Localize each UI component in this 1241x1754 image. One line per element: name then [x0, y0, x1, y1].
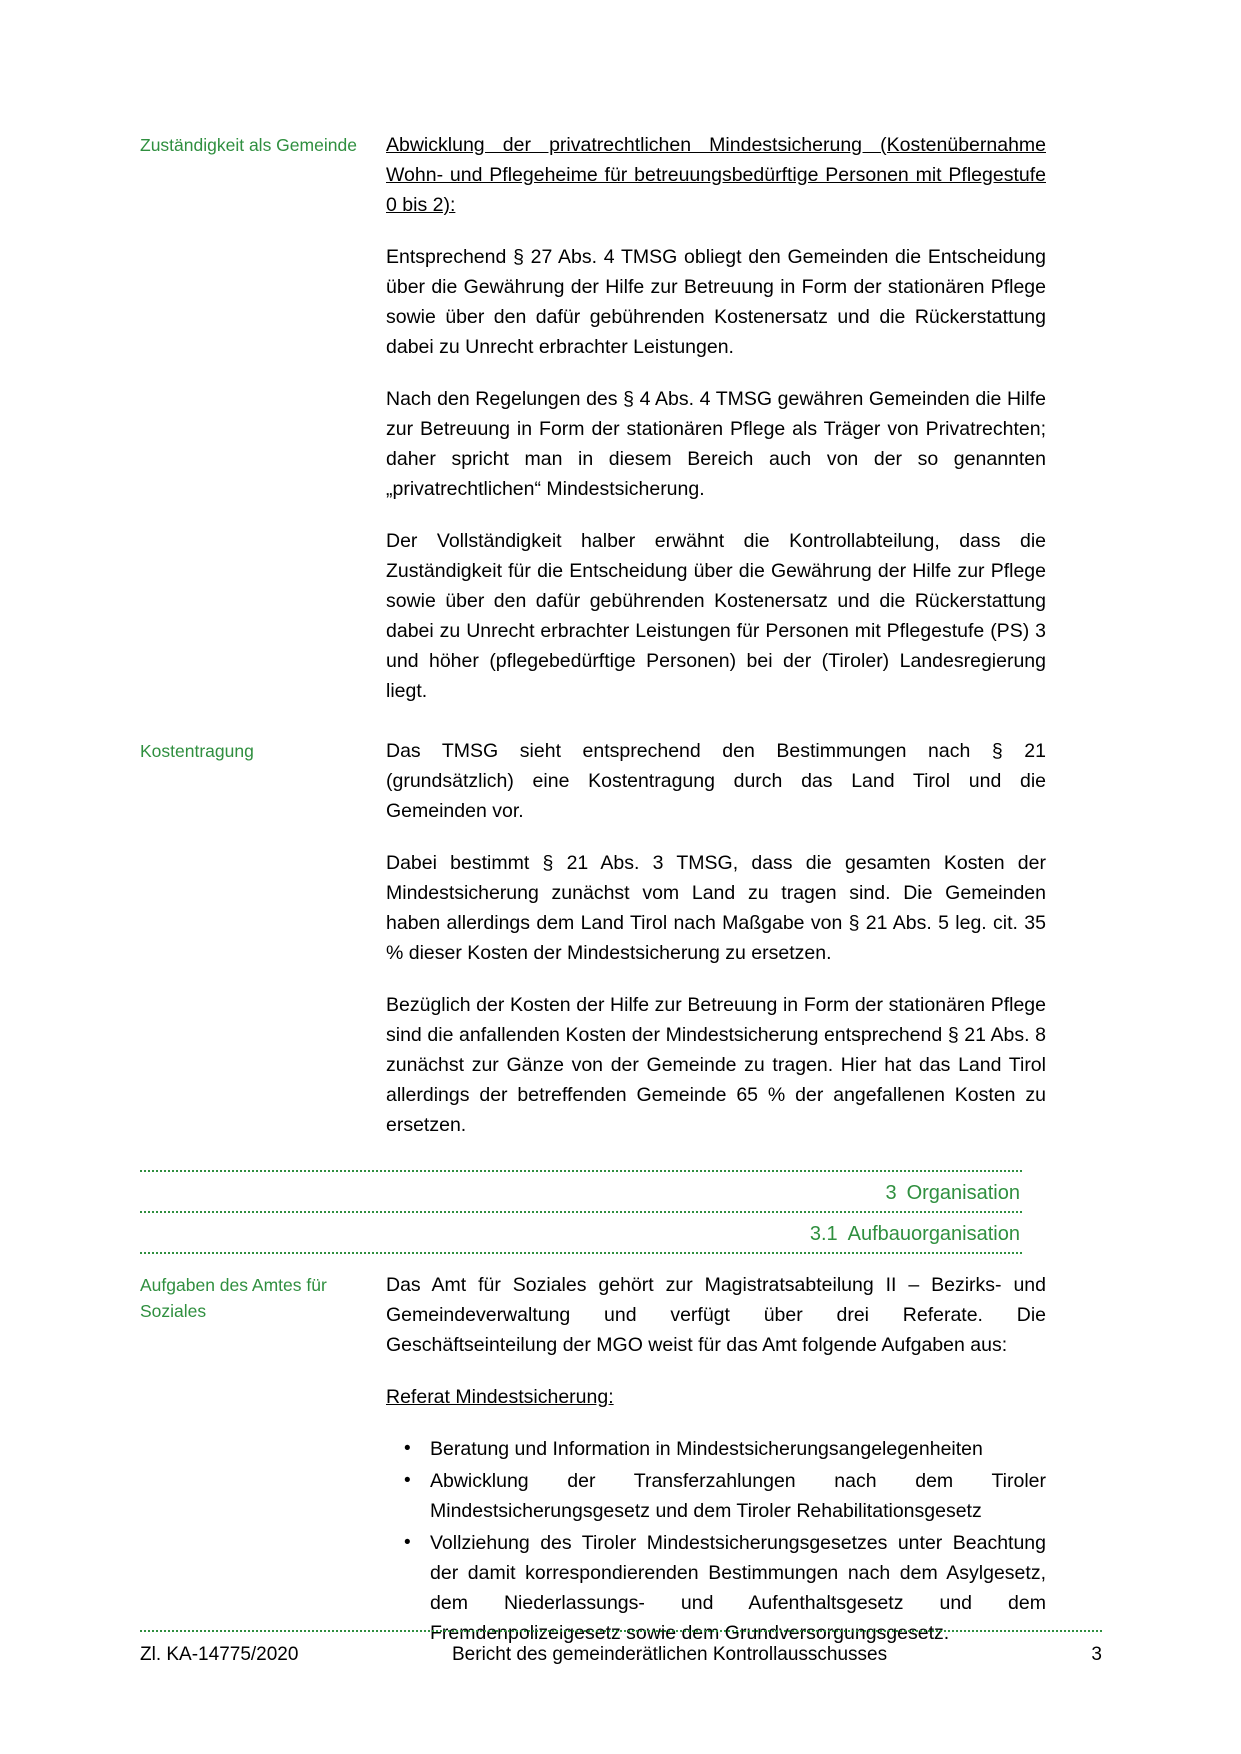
footer-reference: Zl. KA-14775/2020 — [140, 1644, 299, 1665]
heading-number: 3 — [885, 1182, 897, 1204]
section-zustaendigkeit — [140, 130, 1241, 706]
paragraph: Der Vollständigkeit halber erwähnt die Kontrollabteilung, dass die Zuständigkeit für die Entscheidung über die Gewährung der Hilfe zur Pflege sowie über den dafür gebührenden Kostenersatz und die Rückerstattung dabei zu Unrecht erbrachter Leistungen für Personen mit Pflegestufe (PS) 3 und höher (pflegebedürftige Personen) bei der (Tiroler) Landesregierung liegt. — [386, 530, 1046, 702]
spacer — [0, 1254, 1241, 1270]
footer-page-number: 3 — [1091, 1644, 1102, 1665]
heading-title: Aufbauorganisation — [847, 1223, 1020, 1245]
heading-number: 3.1 — [809, 1223, 838, 1245]
section-kostentragung-body — [386, 736, 1046, 1140]
paragraph: Dabei bestimmt § 21 Abs. 3 TMSG, dass die gesamten Kosten der Mindestsicherung zunächst vom Land zu tragen sind. Die Gemeinden haben allerdings dem Land Tirol nach Maßgabe von § 21 Abs. 5 leg. cit. 35 % dieser Kosten der Mindestsicherung zu ersetzen. — [386, 852, 1046, 964]
paragraph: Entsprechend § 27 Abs. 4 TMSG obliegt den Gemeinden die Entscheidung über die Gewährung der Hilfe zur Betreuung in Form der stationären Pflege sowie über den dafür gebührenden Kostenersatz und die Rückerstattung dabei zu Unrecht erbrachter Leistungen. — [386, 246, 1046, 358]
paragraph: Das TMSG sieht entsprechend den Bestimmungen nach § 21 (grundsätzlich) eine Kostentragung durch das Land Tirol und die Gemeinden vor. — [386, 740, 1046, 822]
section-zustaendigkeit-heading: Abwicklung der privatrechtlichen Mindestsicherung (Kostenübernahme Wohn- und Pflegeheime für betreuungsbedürftige Personen mit Pflegestufe 0 bis 2): — [386, 134, 1046, 216]
margin-note-kostentragung: Kostentragung — [140, 741, 254, 761]
section-heading-3-1 — [140, 1213, 1022, 1254]
section-kostentragung — [140, 736, 1241, 1140]
paragraph: Das Amt für Soziales gehört zur Magistratsabteilung II – Bezirks- und Gemeindeverwaltung und verfügt über drei Referate. Die Geschäftseinteilung der MGO weist für das Amt folgende Aufgaben aus: — [386, 1274, 1046, 1356]
footer-row — [140, 1632, 1102, 1666]
page-footer — [140, 1630, 1102, 1666]
footer-title: Bericht des gemeinderätlichen Kontrollausschusses — [452, 1644, 888, 1665]
section-heading-3 — [140, 1170, 1022, 1213]
heading-title: Organisation — [906, 1182, 1020, 1204]
aufgaben-list — [386, 1434, 1046, 1648]
heading-aufbauorganisation — [140, 1213, 1022, 1254]
heading-organisation — [140, 1170, 1022, 1213]
paragraph: Bezüglich der Kosten der Hilfe zur Betreuung in Form der stationären Pflege sind die anfallenden Kosten der Mindestsicherung entsprechend § 21 Abs. 8 zunächst zur Gänze von der Gemeinde zu tragen. Hier hat das Land Tirol allerdings der betreffenden Gemeinde 65 % der angefallenen Kosten zu ersetzen. — [386, 994, 1046, 1136]
page-content — [0, 130, 1241, 1650]
subheading-referat: Referat Mindestsicherung: — [386, 1386, 614, 1408]
section-aufgaben — [140, 1270, 1241, 1650]
spacer — [0, 1140, 1241, 1170]
section-zustaendigkeit-body — [386, 130, 1046, 706]
spacer — [0, 706, 1241, 736]
list-item: • Vollziehung des Tiroler Mindestsicherungsgesetzes unter Beachtung der damit korrespondierenden Bestimmungen nach dem Asylgesetz, dem Niederlassungs- und Aufenthaltsgesetz und dem Fremdenpolizeigesetz sowie dem Grundversorgungsgesetz. — [430, 1528, 1046, 1648]
section-aufgaben-body — [386, 1270, 1046, 1650]
margin-note-aufgaben: Aufgaben des Amtes für Soziales — [140, 1275, 327, 1321]
margin-note-zustaendigkeit: Zuständigkeit als Gemeinde — [140, 135, 357, 155]
paragraph: Nach den Regelungen des § 4 Abs. 4 TMSG gewähren Gemeinden die Hilfe zur Betreuung in Form der stationären Pflege als Träger von Privatrechten; daher spricht man in diesem Bereich auch von der so genannten „privatrechtlichen“ Mindestsicherung. — [386, 388, 1046, 500]
list-item: • Beratung und Information in Mindestsicherungsangelegenheiten — [430, 1434, 1046, 1464]
list-item: • Abwicklung der Transferzahlungen nach dem Tiroler Mindestsicherungsgesetz und dem Tiroler Rehabilitationsgesetz — [430, 1466, 1046, 1526]
